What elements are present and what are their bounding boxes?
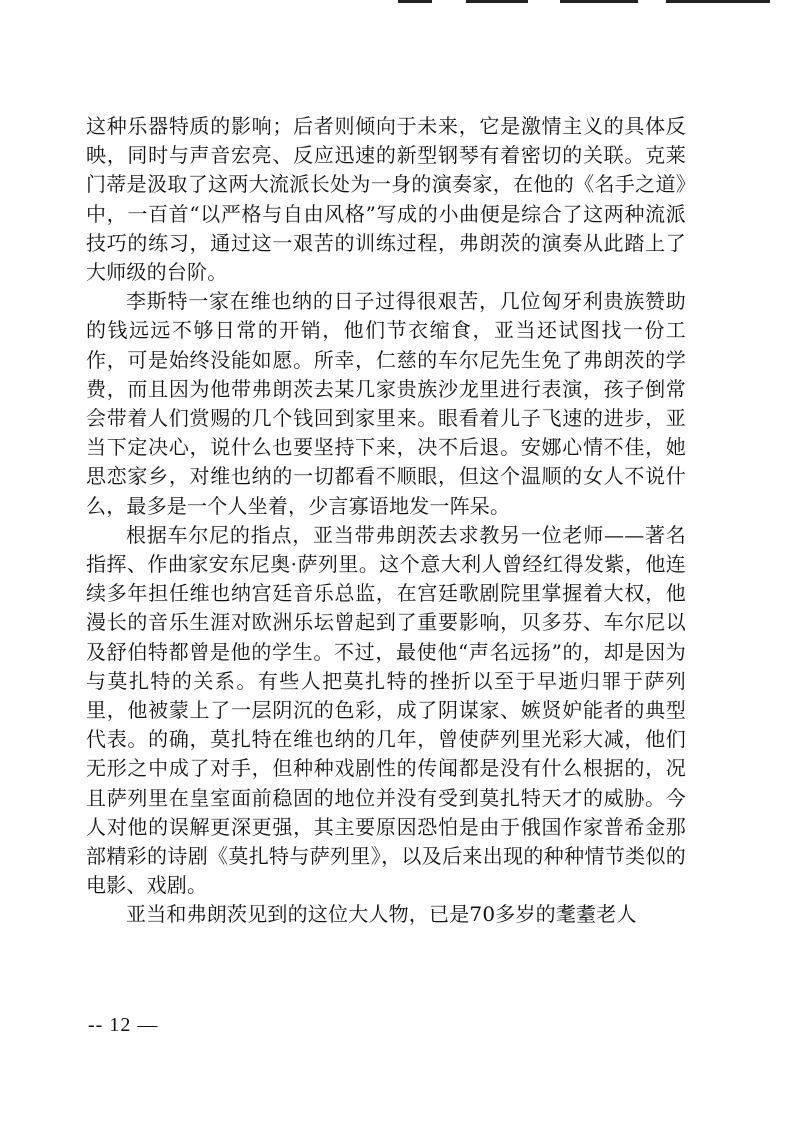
paragraph-2: 李斯特一家在维也纳的日子过得很艰苦，几位匈牙利贵族赞助的钱远远不够日常的开销，他们节衣缩食，亚当还试图找一份工作，可是始终没能如愿。所幸，仁慈的车尔尼先生免了弗朗茨的学费，而且因为他带弗朗茨去某几家贵族沙龙里进行表演，孩子倒常会带着人们赏赐的几个钱回到家里来。眼看着儿子飞速的进步，亚当下定决心，说什么也要坚持下来，决不后退。安娜心情不佳，她思恋家乡，对维也纳的一切都看不顺眼，但这个温顺的女人不说什么，最多是一个人坐着，少言寡语地发一阵呆。 — [86, 289, 686, 518]
top-rule-4 — [666, 0, 770, 3]
paragraph-4: 亚当和弗朗茨见到的这位大人物，已是70多岁的耄耋老人 — [126, 902, 637, 927]
paragraph-1: 这种乐器特质的影响；后者则倾向于未来，它是激情主义的具体反映，同时与声音宏亮、反应迅速的新型钢琴有着密切的关联。克莱门蒂是汲取了这两大流派长处为一身的演奏家，在他的《名手之道》中，一百首“以严格与自由风格”写成的小曲便是综合了这两种流派技巧的练习，通过这一艰苦的训练过程，弗朗茨的演奏从此踏上了大师级的台阶。 — [86, 114, 686, 285]
page-number: -- 12 — — [88, 1014, 159, 1036]
top-rule-2 — [466, 0, 528, 3]
top-rule-3 — [560, 0, 638, 3]
paragraph-3: 根据车尔尼的指点，亚当带弗朗茨去求教另一位老师——著名指挥、作曲家安东尼奥·萨列里。这个意大利人曾经红得发紫，他连续多年担任维也纳宫廷音乐总监，在宫廷歌剧院里掌握着大权，他漫长的音乐生涯对欧洲乐坛曾起到了重要影响，贝多芬、车尔尼以及舒伯特都曾是他的学生。不过，最使他“声名远扬”的，却是因为与莫扎特的关系。有些人把莫扎特的挫折以至于早逝归罪于萨列里，他被蒙上了一层阴沉的色彩，成了阴谋家、嫉贤妒能者的典型代表。的确，莫扎特在维也纳的几年，曾使萨列里光彩大减，他们无形之中成了对手，但种种戏剧性的传闻都是没有什么根据的，况且萨列里在皇室面前稳固的地位并没有受到莫扎特天才的威胁。今人对他的误解更深更强，其主要原因恐怕是由于俄国作家普希金那部精彩的诗剧《莫扎特与萨列里》，以及后来出现的种种情节类似的电影、戏剧。 — [86, 522, 686, 898]
top-rule-1 — [398, 0, 432, 3]
page-body — [86, 112, 686, 930]
